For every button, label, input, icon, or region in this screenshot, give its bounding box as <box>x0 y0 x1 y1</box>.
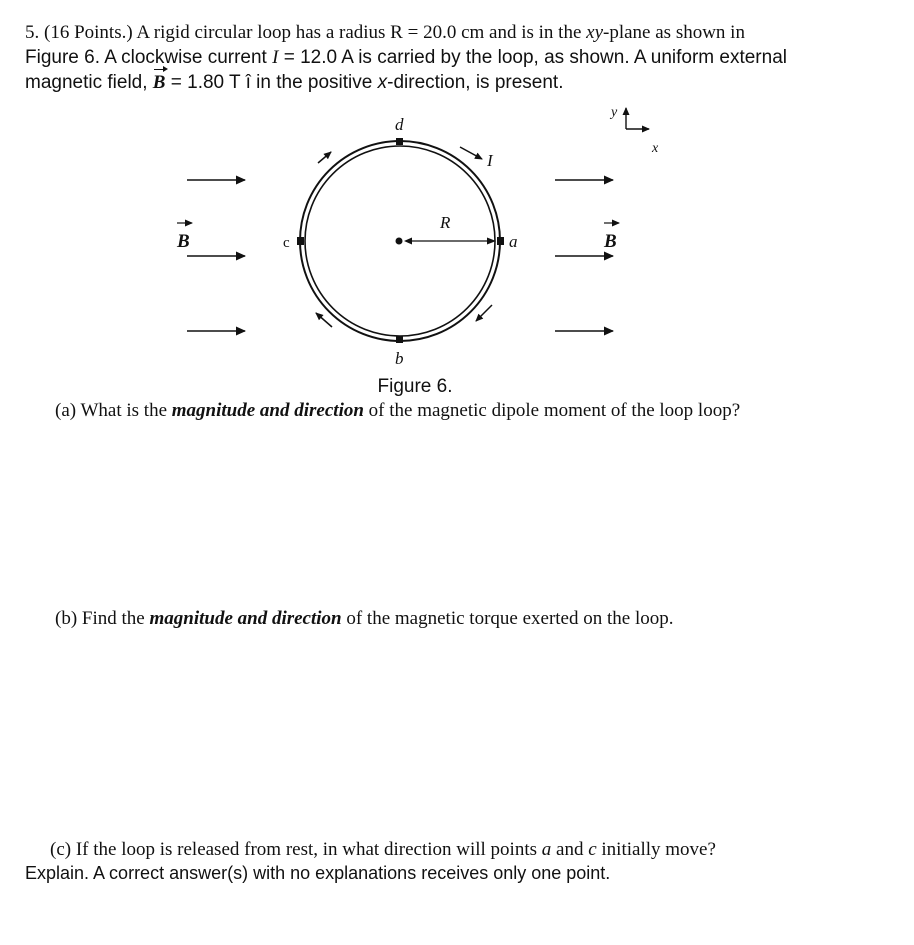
loop-outer-ring <box>300 141 500 341</box>
question-c-prefix: (c) If the loop is released from rest, in what direction will points <box>50 839 542 860</box>
problem-statement <box>25 20 895 95</box>
current-arrow-top-right <box>460 147 482 159</box>
current-arrow-top-left <box>318 152 331 163</box>
label-b-field-right: B <box>604 231 617 252</box>
point-a-marker <box>497 237 504 245</box>
problem-text-1a: A rigid circular loop has a radius R = 20.0 cm and is in the <box>132 22 587 43</box>
label-point-a: a <box>509 232 518 251</box>
question-a-emphasis: magnitude and direction <box>171 400 364 421</box>
label-axis-x: x <box>652 141 659 156</box>
question-b-prefix: (b) Find the <box>55 608 150 629</box>
question-b <box>55 607 673 631</box>
problem-text-1b: -plane as shown in <box>603 22 745 43</box>
current-arrow-bottom-left <box>316 313 332 327</box>
label-current: I <box>487 151 493 170</box>
question-c-point-a: a <box>541 839 552 860</box>
loop-center-dot <box>396 238 403 245</box>
xy-plane-var: xy <box>586 22 604 43</box>
question-c-suffix: initially move? <box>596 839 716 860</box>
radius-arrowhead-left <box>404 238 412 245</box>
question-c-mid: and <box>551 839 589 860</box>
problem-number: 5. <box>25 22 40 43</box>
question-b-emphasis: magnitude and direction <box>149 608 342 629</box>
loop-inner-ring <box>305 146 495 336</box>
figure-caption: Figure 6. <box>377 376 453 397</box>
problem-text-3c: -direction, is present. <box>387 72 564 93</box>
question-c-explain: Explain. A correct answer(s) with no explanations receives only one point. <box>25 863 611 883</box>
question-b-suffix: of the magnetic torque exerted on the loop. <box>341 608 674 629</box>
question-a-suffix: of the magnetic dipole moment of the loop loop? <box>363 400 741 421</box>
question-c-point-c: c <box>588 839 597 860</box>
problem-text-3a: magnetic field, <box>25 72 153 93</box>
radius-arrowhead-right <box>487 238 496 245</box>
current-arrow-bottom-right <box>476 305 492 321</box>
label-axis-y: y <box>611 105 618 120</box>
question-a <box>55 399 740 423</box>
b-vector-symbol: B <box>152 72 166 93</box>
label-b-field-left: B <box>177 231 190 252</box>
problem-line-3 <box>25 70 895 95</box>
problem-points: (16 Points.) <box>44 22 133 43</box>
problem-line-2 <box>25 45 895 70</box>
label-point-d: d <box>395 115 404 134</box>
point-b-marker <box>396 336 403 343</box>
point-d-marker <box>396 138 403 145</box>
problem-text-2a: Figure 6. A clockwise current <box>25 47 273 68</box>
point-c-marker <box>297 237 304 245</box>
question-a-prefix: (a) What is the <box>55 400 172 421</box>
problem-text-3b: = 1.80 T î in the positive <box>165 72 378 93</box>
x-direction-var: x <box>377 72 388 93</box>
label-point-c: c <box>283 235 290 251</box>
label-point-b: b <box>395 349 404 368</box>
problem-text-2b: = 12.0 A is carried by the loop, as shown. A uniform external <box>278 47 787 68</box>
problem-line-1 <box>25 20 895 45</box>
label-radius: R <box>440 213 451 232</box>
current-var: I <box>272 47 279 68</box>
question-c <box>50 838 716 862</box>
